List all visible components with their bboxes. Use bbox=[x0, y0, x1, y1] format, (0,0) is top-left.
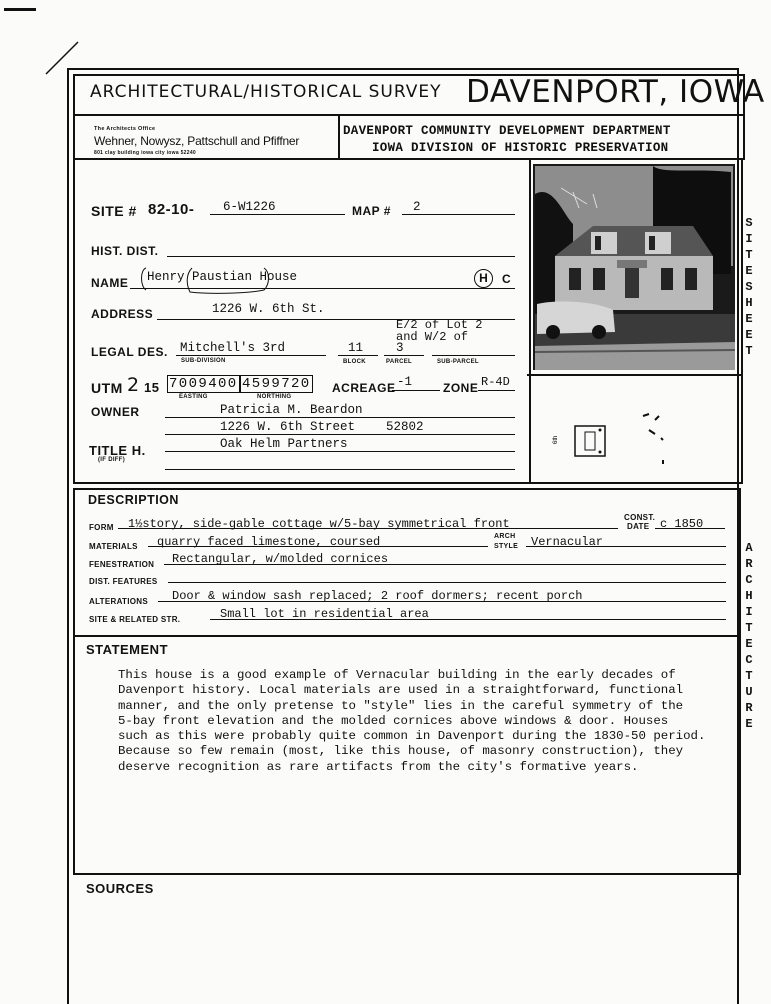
house-photo bbox=[533, 164, 735, 370]
dept-line-2: IOWA DIVISION OF HISTORIC PRESERVATION bbox=[372, 141, 669, 155]
legal-note-1: E/2 of Lot 2 bbox=[396, 318, 483, 332]
parcel-caption: PARCEL bbox=[386, 359, 413, 365]
site-related-line bbox=[210, 619, 726, 620]
statement-line-7: deserve recognition as rare artifacts from the city's formative years. bbox=[118, 759, 639, 774]
statement-line-4: 5-bay front elevation and the molded cornices above windows & door. Houses bbox=[118, 713, 669, 728]
hist-dist-line bbox=[167, 256, 515, 257]
const-label: CONST. bbox=[624, 513, 656, 522]
site-label: SITE # bbox=[91, 203, 137, 219]
name-mark-c: C bbox=[502, 272, 512, 286]
utm-label: UTM bbox=[91, 380, 123, 396]
zone-label: ZONE bbox=[443, 381, 479, 395]
legal-subdivision: Mitchell's 3rd bbox=[180, 341, 286, 355]
materials-value: quarry faced limestone, coursed bbox=[157, 535, 381, 549]
property-name: Henry Paustian House bbox=[147, 270, 298, 284]
dept-line-1: DAVENPORT COMMUNITY DEVELOPMENT DEPARTMENT bbox=[343, 124, 671, 138]
address-value: 1226 W. 6th St. bbox=[212, 302, 325, 316]
statement-line-3: manner, and the only pretense to "style" lies in the careful symmetry of the bbox=[118, 698, 684, 713]
statement-text bbox=[118, 668, 728, 775]
statement-line-2: Davenport history. Local materials are used in a straightforward, functional bbox=[118, 683, 684, 698]
name-mark-h bbox=[474, 269, 493, 288]
dist-features-label: DIST. FEATURES bbox=[89, 577, 158, 586]
site-line bbox=[210, 214, 345, 215]
alterations-line bbox=[158, 601, 726, 602]
legal-label: LEGAL DES. bbox=[91, 345, 168, 359]
date-label: DATE bbox=[627, 522, 650, 531]
statement-line-5: such as this were probably quite common in Davenport during the 1830-50 period. bbox=[118, 729, 706, 744]
sub-parcel-caption: SUB-PARCEL bbox=[437, 359, 479, 365]
photo-divider bbox=[527, 374, 741, 376]
corner-mark bbox=[4, 8, 36, 11]
date-value: c 1850 bbox=[660, 517, 704, 531]
block-line bbox=[338, 355, 378, 356]
arch-label: ARCH bbox=[494, 533, 516, 540]
fenestration-line bbox=[164, 564, 726, 565]
svg-text:6th: 6th bbox=[553, 435, 559, 444]
title-line-2 bbox=[165, 469, 515, 470]
name-label: NAME bbox=[91, 276, 129, 290]
firm-address: 801 clay building iowa city iowa 52240 bbox=[94, 150, 196, 156]
name-mark-h-text: H bbox=[479, 271, 488, 285]
zone-value: R-4D bbox=[481, 375, 510, 389]
owner-line-2-rule bbox=[165, 434, 515, 435]
description-heading: DESCRIPTION bbox=[88, 493, 179, 507]
title-sub: (IF DIFF) bbox=[98, 457, 126, 463]
owner-label: OWNER bbox=[91, 405, 140, 419]
header-divider bbox=[73, 114, 743, 116]
map-number: 2 bbox=[413, 200, 421, 214]
acreage-line bbox=[392, 390, 440, 391]
acreage-value: -1 bbox=[397, 375, 413, 389]
statement-line-6: Because so few remain (most, like this house, of masonry construction), they bbox=[118, 744, 684, 759]
owner-line-2: 1226 W. 6th Street bbox=[220, 420, 356, 434]
subdivision-line bbox=[176, 355, 326, 356]
acreage-label: ACREAGE bbox=[332, 381, 396, 395]
map-line bbox=[402, 214, 515, 215]
site-number: 6-W1226 bbox=[223, 200, 276, 214]
style-line bbox=[526, 546, 726, 547]
hist-dist-label: HIST. DIST. bbox=[91, 244, 159, 258]
owner-zip: 52802 bbox=[386, 420, 424, 434]
form-label: FORM bbox=[89, 523, 114, 532]
materials-line bbox=[148, 546, 488, 547]
easting-caption: EASTING bbox=[179, 394, 208, 400]
style-value: Vernacular bbox=[531, 535, 604, 549]
site-related-label: SITE & RELATED STR. bbox=[89, 615, 181, 624]
title-line-1 bbox=[165, 451, 515, 452]
site-prefix: 82-10- bbox=[148, 201, 195, 218]
site-sheet-label: SITE SHEET bbox=[745, 216, 753, 358]
header-vdivider bbox=[338, 116, 340, 158]
utm-northing: 4599720 bbox=[242, 376, 311, 392]
title-label: TITLE H. bbox=[89, 443, 146, 458]
map-label: MAP # bbox=[352, 204, 391, 218]
firm-name: Wehner, Nowysz, Pattschull and Pfiffner bbox=[94, 134, 300, 148]
materials-label: MATERIALS bbox=[89, 542, 138, 551]
legal-parcel: 3 bbox=[396, 341, 404, 355]
dist-features-line bbox=[168, 582, 726, 583]
name-line bbox=[130, 288, 515, 289]
owner-line-1-rule bbox=[165, 417, 515, 418]
utm-zone: 2 bbox=[127, 374, 140, 396]
site-plan-sketch bbox=[545, 400, 675, 470]
fenestration-value: Rectangular, w/molded cornices bbox=[172, 552, 389, 566]
statement-heading: STATEMENT bbox=[86, 642, 169, 657]
owner-line-3: Oak Helm Partners bbox=[220, 437, 348, 451]
northing-caption: NORTHING bbox=[257, 394, 292, 400]
date-line bbox=[655, 528, 725, 529]
zone-line bbox=[478, 390, 515, 391]
form-line bbox=[118, 528, 618, 529]
legal-note-2: and W/2 of bbox=[396, 330, 469, 344]
alterations-label: ALTERATIONS bbox=[89, 597, 148, 606]
survey-title: ARCHITECTURAL/HISTORICAL SURVEY bbox=[90, 82, 442, 102]
site-related-value: Small lot in residential area bbox=[220, 607, 429, 621]
name-bracket-marks bbox=[136, 264, 276, 294]
parcel-line bbox=[384, 355, 424, 356]
form-value: 1½story, side-gable cottage w/5-bay symmetrical front bbox=[128, 517, 510, 531]
fenestration-label: FENESTRATION bbox=[89, 560, 155, 569]
alterations-value: Door & window sash replaced; 2 roof dormers; recent porch bbox=[172, 589, 583, 603]
owner-line-1: Patricia M. Beardon bbox=[220, 403, 363, 417]
legal-block: 11 bbox=[348, 341, 364, 355]
firm-office: The Architects Office bbox=[94, 126, 156, 132]
city-title: DAVENPORT, IOWA bbox=[466, 74, 765, 110]
utm-15: 15 bbox=[144, 380, 160, 395]
statement-line-1: This house is a good example of Vernacular building in the early decades of bbox=[118, 668, 676, 682]
architecture-label: ARCHITECTURE bbox=[745, 541, 753, 731]
utm-easting: 7009400 bbox=[169, 376, 238, 392]
sources-heading: SOURCES bbox=[86, 881, 154, 896]
block-caption: BLOCK bbox=[343, 359, 366, 365]
address-label: ADDRESS bbox=[91, 307, 154, 321]
sub-parcel-line bbox=[432, 355, 515, 356]
style-label: STYLE bbox=[494, 543, 519, 550]
sub-division-caption: SUB-DIVISION bbox=[181, 358, 226, 364]
